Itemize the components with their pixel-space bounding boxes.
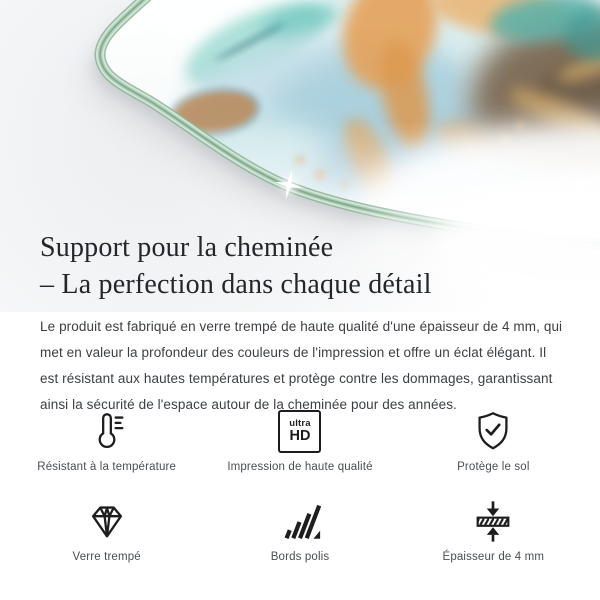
feature-label: Impression de haute qualité bbox=[227, 461, 373, 473]
title-line-1: Support pour la cheminée bbox=[40, 232, 334, 263]
feature-label: Épaisseur de 4 mm bbox=[442, 551, 545, 563]
feature-grid bbox=[10, 407, 590, 563]
feature-tempered-glass bbox=[10, 497, 203, 563]
feature-thickness bbox=[397, 497, 590, 563]
page-title bbox=[40, 229, 432, 303]
ultra-hd-text-top: ultra bbox=[289, 417, 311, 429]
feature-polished-edges bbox=[203, 497, 396, 563]
ultra-hd-icon bbox=[278, 407, 321, 455]
diamond-icon bbox=[84, 497, 130, 545]
feature-label: Verre trempé bbox=[72, 551, 141, 563]
title-line-2: – La perfection dans chaque détail bbox=[40, 269, 432, 300]
feature-label: Bords polis bbox=[270, 551, 330, 563]
feature-print-quality bbox=[203, 407, 396, 473]
feature-temperature bbox=[10, 407, 203, 473]
thickness-icon bbox=[470, 497, 516, 545]
ultra-hd-text-bottom: HD bbox=[289, 427, 311, 444]
feature-floor-protection bbox=[397, 407, 590, 473]
thermometer-icon bbox=[84, 407, 130, 455]
feature-label: Protège le sol bbox=[457, 461, 530, 473]
shield-check-icon bbox=[470, 407, 516, 455]
product-description: Le produit est fabriqué en verre trempé de haute qualité d'une épaisseur de 4 mm, qui met en valeur la profondeur des couleurs de l'impression et offre un éclat élégant. Il est résistant aux hautes températures et protège contre les dommages, garantissant ainsi la sécurité de l'espace autour de la cheminée pour des années. bbox=[40, 319, 563, 412]
feature-label: Résistant à la température bbox=[37, 461, 177, 473]
polished-edges-icon bbox=[277, 497, 323, 545]
